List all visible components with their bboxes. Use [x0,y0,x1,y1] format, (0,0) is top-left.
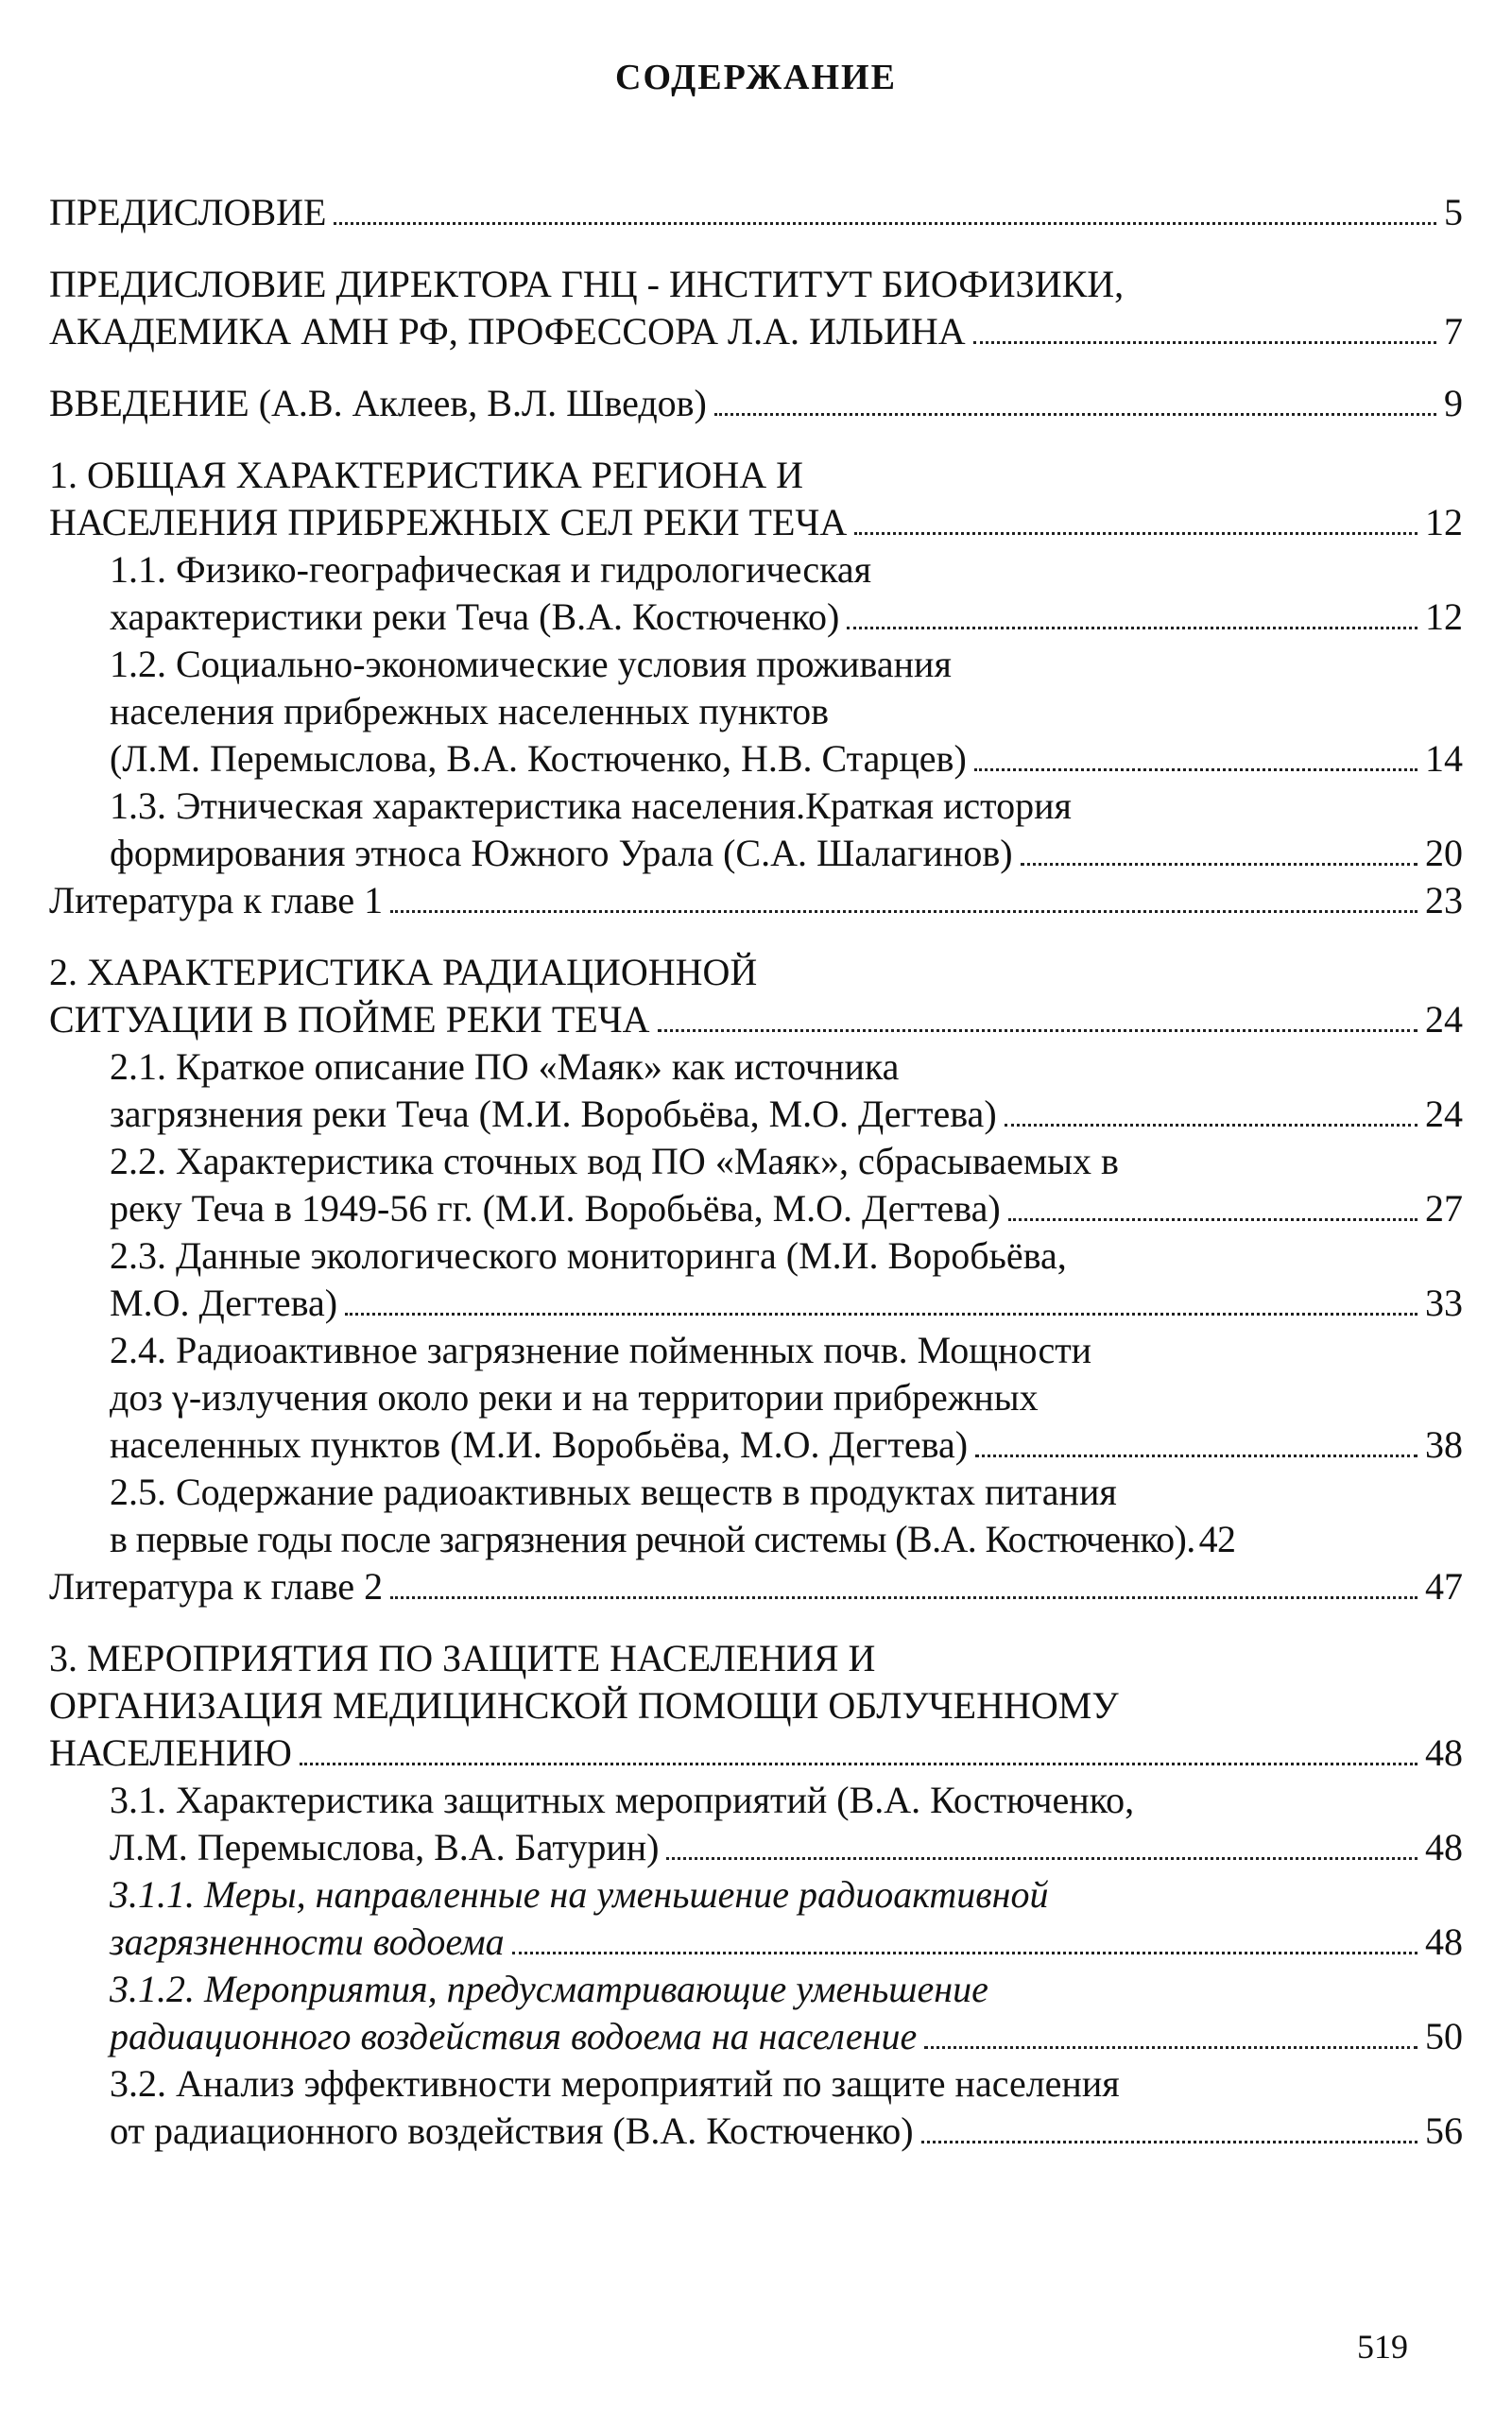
toc-entry-text: загрязненности водоема [110,1920,505,1963]
toc-entry-3-2[interactable] [49,2060,1463,2155]
toc-entry-text: радиационного воздействия водоема на население [110,2015,918,2057]
toc-page-number: 14 [1425,737,1463,780]
toc-entry-text: Л.М. Перемыслова, В.А. Батурин) [110,1826,660,1868]
toc-entry-text: формирования этноса Южного Урала (С.А. Шалагинов) [110,832,1013,874]
toc-entry-text: СИТУАЦИИ В ПОЙМЕ РЕКИ ТЕЧА [49,998,650,1041]
toc-entry-text: 3.1.2. Мероприятия, предусматривающие уменьшение [110,1968,988,2010]
dot-leader [390,910,1418,913]
toc-entry-2-2[interactable] [49,1138,1463,1232]
document-page [49,0,1463,2410]
toc-page-number: 24 [1425,1093,1463,1135]
toc-entry-text: 3.2. Анализ эффективности мероприятий по защите населения [110,2062,1120,2105]
toc-entry-text: ПРЕДИСЛОВИЕ [49,191,327,233]
dot-leader [854,532,1418,535]
toc-entry-3-1-2[interactable] [49,1966,1463,2060]
toc-page-number: 47 [1425,1565,1463,1608]
toc-entry-1-3[interactable] [49,783,1463,877]
dot-leader [345,1313,1418,1316]
toc-entry-preface[interactable] [49,189,1463,236]
toc-entry-text: АКАДЕМИКА АМН РФ, ПРОФЕССОРА Л.А. ИЛЬИНА [49,310,966,353]
toc-entry-introduction[interactable] [49,380,1463,427]
toc-entry-chapter-3[interactable] [49,1635,1463,1777]
page-number: 519 [1357,2328,1408,2366]
toc-page-number: 48 [1425,1920,1463,1963]
dot-leader [714,413,1436,416]
toc-page-number: 5 [1444,191,1463,233]
toc-entry-text: М.О. Дегтева) [110,1282,338,1324]
toc-page-number: 42 [1198,1518,1236,1560]
dot-leader [658,1029,1418,1032]
toc-page-number: 12 [1425,595,1463,638]
toc-page-number: 48 [1425,1731,1463,1774]
toc-entry-text: населения прибрежных населенных пунктов [110,690,830,732]
toc-entry-text: загрязнения реки Теча (М.И. Воробьёва, М.О. Дегтева) [110,1093,997,1135]
toc-entry-2-1[interactable] [49,1043,1463,1138]
dot-leader [924,2046,1418,2049]
toc-entry-text: 1.1. Физико-географическая и гидрологическая [110,548,872,591]
toc-entry-chapter-2[interactable] [49,949,1463,1043]
dot-leader [1021,863,1418,866]
toc-page-number: 20 [1425,832,1463,874]
toc-entry-text: 2.2. Характеристика сточных вод ПО «Маяк», сбрасываемых в [110,1140,1119,1182]
toc-entry-text: 1.2. Социально-экономические условия проживания [110,643,952,685]
toc-entry-text: от радиационного воздействия (В.А. Костюченко) [110,2109,914,2152]
page-title: СОДЕРЖАНИЕ [615,58,897,97]
toc-entry-3-1[interactable] [49,1777,1463,1871]
toc-entry-text: 1.3. Этническая характеристика населения.Краткая история [110,784,1072,827]
toc-entry-2-4[interactable] [49,1327,1463,1469]
toc-entry-text: 3. МЕРОПРИЯТИЯ ПО ЗАЩИТЕ НАСЕЛЕНИЯ И [49,1637,876,1679]
toc-entry-text: 3.1. Характеристика защитных мероприятий (В.А. Костюченко, [110,1779,1135,1821]
dot-leader [390,1596,1418,1599]
table-of-contents [49,189,1463,2155]
toc-entry-literature-1[interactable] [49,877,1463,924]
dot-leader [847,627,1418,629]
toc-entry-text: в первые годы после загрязнения речной системы (В.А. Костюченко). [110,1518,1195,1560]
toc-page-number: 48 [1425,1826,1463,1868]
toc-entry-text: характеристики реки Теча (В.А. Костюченко) [110,595,840,638]
dot-leader [512,1952,1418,1954]
dot-leader [666,1857,1418,1860]
toc-entry-text: доз γ-излучения около реки и на территории прибрежных [110,1376,1039,1419]
toc-entry-text: реку Теча в 1949-56 гг. (М.И. Воробьёва, М.О. Дегтева) [110,1187,1001,1230]
toc-entry-chapter-1[interactable] [49,452,1463,546]
dot-leader [300,1763,1418,1765]
toc-entry-2-5[interactable] [49,1469,1463,1563]
toc-entry-text: 1. ОБЩАЯ ХАРАКТЕРИСТИКА РЕГИОНА И [49,454,804,496]
toc-entry-director-preface[interactable] [49,261,1463,355]
toc-entry-text: ОРГАНИЗАЦИЯ МЕДИЦИНСКОЙ ПОМОЩИ ОБЛУЧЕННОМУ [49,1684,1119,1727]
dot-leader [975,1455,1418,1457]
toc-entry-text: 2.5. Содержание радиоактивных веществ в продуктах питания [110,1471,1117,1513]
toc-entry-1-1[interactable] [49,546,1463,641]
dot-leader [973,341,1436,344]
toc-entry-text: населенных пунктов (М.И. Воробьёва, М.О. Дегтева) [110,1423,969,1466]
toc-entry-1-2[interactable] [49,641,1463,783]
toc-entry-text: 2.3. Данные экологического мониторинга (М.И. Воробьёва, [110,1234,1067,1277]
dot-leader [334,222,1436,225]
toc-entry-literature-2[interactable] [49,1563,1463,1610]
toc-page-number: 23 [1425,879,1463,921]
dot-leader [1005,1124,1418,1127]
toc-page-number: 24 [1425,998,1463,1041]
dot-leader [921,2141,1418,2143]
toc-entry-text: Литература к главе 1 [49,879,384,921]
dot-leader [974,768,1418,771]
toc-entry-text: ПРЕДИСЛОВИЕ ДИРЕКТОРА ГНЦ - ИНСТИТУТ БИОФИЗИКИ, [49,263,1125,305]
toc-entry-text: 2.4. Радиоактивное загрязнение пойменных почв. Мощности [110,1329,1092,1371]
toc-page-number: 56 [1425,2109,1463,2152]
toc-entry-text: 2. ХАРАКТЕРИСТИКА РАДИАЦИОННОЙ [49,951,758,993]
toc-entry-text: Литература к главе 2 [49,1565,384,1608]
toc-entry-text: 2.1. Краткое описание ПО «Маяк» как источника [110,1045,900,1088]
toc-entry-text: ВВЕДЕНИЕ (А.В. Аклеев, В.Л. Шведов) [49,382,707,424]
toc-page-number: 33 [1425,1282,1463,1324]
toc-page-number: 9 [1444,382,1463,424]
toc-page-number: 38 [1425,1423,1463,1466]
toc-entry-text: (Л.М. Перемыслова, В.А. Костюченко, Н.В. Старцев) [110,737,967,780]
toc-page-number: 50 [1425,2015,1463,2057]
toc-entry-text: 3.1.1. Меры, направленные на уменьшение радиоактивной [110,1873,1049,1916]
toc-entry-2-3[interactable] [49,1232,1463,1327]
dot-leader [1008,1218,1418,1221]
toc-page-number: 27 [1425,1187,1463,1230]
toc-page-number: 12 [1425,501,1463,543]
toc-entry-3-1-1[interactable] [49,1871,1463,1966]
toc-entry-text: НАСЕЛЕНИЯ ПРИБРЕЖНЫХ СЕЛ РЕКИ ТЕЧА [49,501,848,543]
toc-page-number: 7 [1444,310,1463,353]
toc-entry-text: НАСЕЛЕНИЮ [49,1731,292,1774]
